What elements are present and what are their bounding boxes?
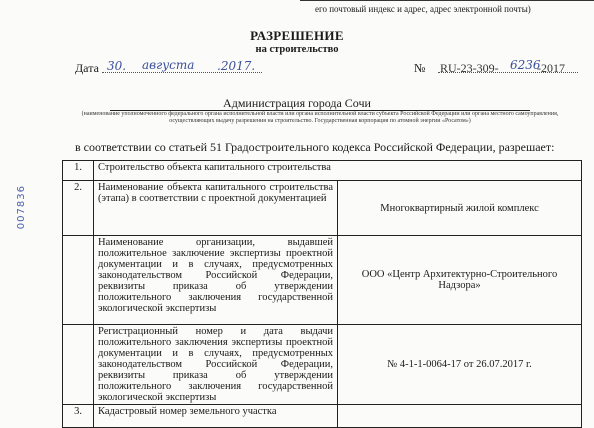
table-row (63, 236, 582, 325)
date-day: 30. (107, 59, 127, 73)
row-label: Наименование организации, выдавшей положительное заключение экспертизы проектной документации и в случаях, предусмотренных законодательством Российской Федерации, реквизиты приказа об утверждении положительного заключения государственной экологической экспертизы (94, 236, 338, 325)
row-value (338, 405, 582, 428)
issuer-note: (наименование уполномоченного федерального органа исполнительной власти или органа исполнительной власти субъекта Российской Федерации или органа местного самоуправления, осуществляющих выдачу разрешения на строительство. Государственная корпорация по атомной энергии «Росатом») (81, 111, 559, 124)
statement: в соответствии со статьей 51 Градостроительного кодекса Российской Федерации, разрешает: (75, 140, 555, 154)
document-title: РАЗРЕШЕНИЕ (250, 28, 344, 43)
row-number: 1. (63, 161, 94, 181)
row-label: Строительство объекта капитального строительства (94, 161, 582, 181)
table-row (63, 325, 582, 405)
issuer-name: Администрация города Сочи (223, 96, 371, 110)
permit-number-handwritten: 6236 (510, 58, 541, 72)
row-value: № 4-1-1-0064-17 от 26.07.2017 г. (338, 325, 582, 405)
row-label: Наименование объекта капитального строительства (этапа) в соответствии с проектной документацией (94, 181, 338, 236)
table-row (63, 181, 582, 236)
date-label: Дата (75, 61, 99, 75)
table-row (63, 405, 582, 428)
row-number: 2. (63, 181, 94, 236)
row-number: 3. (63, 405, 94, 428)
row-label: Кадастровый номер земельного участка (94, 405, 338, 428)
address-caption: его почтовый индекс и адрес, адрес электронной почты) (315, 4, 531, 14)
top-rule (300, 0, 594, 1)
permit-number-suffix: -2017 (537, 61, 565, 75)
row-number (63, 325, 94, 405)
document-subtitle: на строительство (255, 44, 339, 55)
table-row (63, 161, 582, 181)
permit-number-prefix: RU-23-309- (440, 61, 499, 75)
row-value: ООО «Центр Архитектурно-Строительного Надзора» (338, 236, 582, 325)
serial-stamp: 007836 (16, 185, 27, 230)
row-label: Регистрационный номер и дата выдачи положительного заключения экспертизы проектной документации и в случаях, предусмотренных законодательством Российской Федерации, реквизиты приказа об утверждении положительного заключения государственной экологической экспертизы (94, 325, 338, 405)
date-year: .2017. (217, 59, 256, 73)
row-number (63, 236, 94, 325)
permit-table (62, 160, 582, 428)
row-value: Многоквартирный жилой комплекс (338, 181, 582, 236)
date-month: августа (142, 58, 195, 72)
number-sign: № (414, 61, 426, 75)
